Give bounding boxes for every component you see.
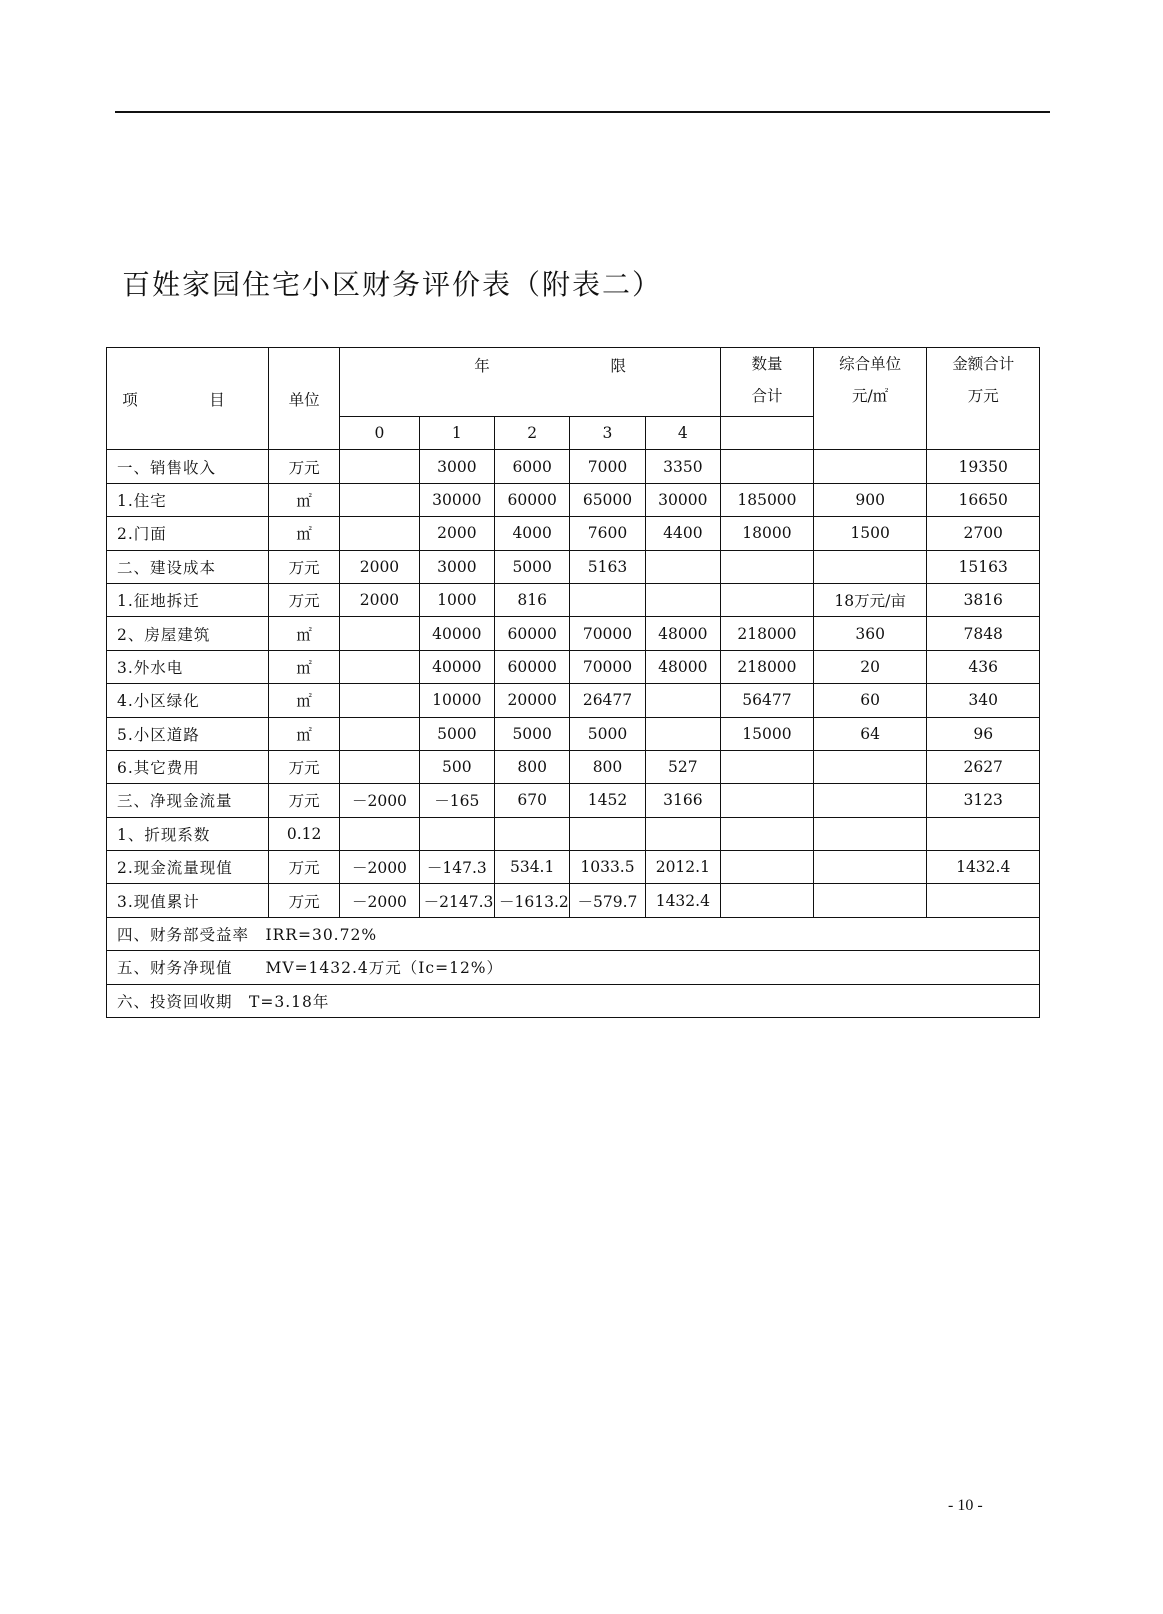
cell-y2: 534.1 xyxy=(495,851,570,884)
cell-amount: 15163 xyxy=(927,550,1040,583)
cell-y0: 2000 xyxy=(340,550,419,583)
cell-y4 xyxy=(645,550,720,583)
table-row xyxy=(107,851,1040,884)
cell-price xyxy=(813,884,927,917)
cell-y0 xyxy=(340,450,419,483)
cell-y3: 70000 xyxy=(570,650,645,683)
cell-item: 三、净现金流量 xyxy=(107,784,269,817)
header-unit: 单位 xyxy=(269,348,340,450)
summary-row xyxy=(107,984,1040,1017)
cell-y0 xyxy=(340,817,419,850)
header-rule xyxy=(115,111,1050,113)
cell-amount: 16650 xyxy=(927,483,1040,516)
cell-item: 1、折现系数 xyxy=(107,817,269,850)
cell-y4: 2012.1 xyxy=(645,851,720,884)
page-number: - 10 - xyxy=(948,1497,983,1514)
cell-y0 xyxy=(340,617,419,650)
table-row xyxy=(107,784,1040,817)
cell-amount: 19350 xyxy=(927,450,1040,483)
cell-y2: 670 xyxy=(495,784,570,817)
cell-item: 3.现值累计 xyxy=(107,884,269,917)
cell-price xyxy=(813,550,927,583)
cell-price: 900 xyxy=(813,483,927,516)
cell-unit: ㎡ xyxy=(269,517,340,550)
header-qty-blank xyxy=(721,417,814,450)
summary-row xyxy=(107,951,1040,984)
cell-y3: 7000 xyxy=(570,450,645,483)
header-amount: 金额合计 万元 xyxy=(927,348,1040,450)
cell-qty xyxy=(721,450,814,483)
cell-y0: －2000 xyxy=(340,851,419,884)
cell-y1: －2147.3 xyxy=(419,884,494,917)
table-row xyxy=(107,583,1040,616)
cell-y0 xyxy=(340,483,419,516)
cell-qty xyxy=(721,550,814,583)
header-price: 综合单位 元/㎡ xyxy=(813,348,927,450)
cell-y4: 48000 xyxy=(645,650,720,683)
cell-y3: 26477 xyxy=(570,684,645,717)
cell-unit: 万元 xyxy=(269,583,340,616)
cell-y1: 3000 xyxy=(419,550,494,583)
cell-qty xyxy=(721,817,814,850)
cell-y4: 527 xyxy=(645,750,720,783)
cell-unit: ㎡ xyxy=(269,684,340,717)
cell-price: 360 xyxy=(813,617,927,650)
cell-amount: 1432.4 xyxy=(927,851,1040,884)
cell-amount: 3123 xyxy=(927,784,1040,817)
header-row-1 xyxy=(107,348,1040,417)
cell-price: 60 xyxy=(813,684,927,717)
cell-price xyxy=(813,817,927,850)
cell-y2: 5000 xyxy=(495,717,570,750)
cell-qty xyxy=(721,583,814,616)
cell-y2: 60000 xyxy=(495,617,570,650)
cell-y0 xyxy=(340,750,419,783)
cell-y4: 30000 xyxy=(645,483,720,516)
cell-y1: －165 xyxy=(419,784,494,817)
cell-y0 xyxy=(340,517,419,550)
cell-amount xyxy=(927,884,1040,917)
cell-item: 6.其它费用 xyxy=(107,750,269,783)
cell-y1: 500 xyxy=(419,750,494,783)
financial-evaluation-table xyxy=(106,347,1040,1018)
header-year-1: 1 xyxy=(419,417,494,450)
cell-y2: 5000 xyxy=(495,550,570,583)
cell-y2: 60000 xyxy=(495,483,570,516)
cell-y1: 40000 xyxy=(419,617,494,650)
cell-y3: 65000 xyxy=(570,483,645,516)
cell-y2 xyxy=(495,817,570,850)
cell-qty: 218000 xyxy=(721,650,814,683)
cell-unit: 万元 xyxy=(269,750,340,783)
cell-amount: 96 xyxy=(927,717,1040,750)
cell-y4: 1432.4 xyxy=(645,884,720,917)
cell-item: 2、房屋建筑 xyxy=(107,617,269,650)
cell-item: 3.外水电 xyxy=(107,650,269,683)
cell-y1: 5000 xyxy=(419,717,494,750)
table-row xyxy=(107,717,1040,750)
table-row xyxy=(107,550,1040,583)
cell-amount: 2700 xyxy=(927,517,1040,550)
cell-y3: 70000 xyxy=(570,617,645,650)
cell-amount: 3816 xyxy=(927,583,1040,616)
table-row xyxy=(107,817,1040,850)
cell-y4: 4400 xyxy=(645,517,720,550)
header-year-3: 3 xyxy=(570,417,645,450)
table-row xyxy=(107,884,1040,917)
cell-price xyxy=(813,750,927,783)
page-title: 百姓家园住宅小区财务评价表（附表二） xyxy=(122,268,663,301)
header-year-0: 0 xyxy=(340,417,419,450)
cell-item: 2.门面 xyxy=(107,517,269,550)
cell-amount: 340 xyxy=(927,684,1040,717)
cell-qty xyxy=(721,884,814,917)
header-years-group xyxy=(340,348,721,417)
cell-y2: －1613.2 xyxy=(495,884,570,917)
cell-y2: 4000 xyxy=(495,517,570,550)
table-row xyxy=(107,750,1040,783)
cell-qty xyxy=(721,784,814,817)
table-row xyxy=(107,483,1040,516)
cell-price: 64 xyxy=(813,717,927,750)
header-year-right: 限 xyxy=(610,357,627,375)
table-row xyxy=(107,517,1040,550)
cell-y3: 800 xyxy=(570,750,645,783)
cell-item: 二、建设成本 xyxy=(107,550,269,583)
cell-item: 1.住宅 xyxy=(107,483,269,516)
cell-y2: 20000 xyxy=(495,684,570,717)
cell-qty: 218000 xyxy=(721,617,814,650)
cell-y4 xyxy=(645,817,720,850)
cell-price xyxy=(813,450,927,483)
cell-unit: ㎡ xyxy=(269,617,340,650)
summary-text: 六、投资回收期 T=3.18年 xyxy=(107,984,1040,1017)
cell-y2: 800 xyxy=(495,750,570,783)
cell-y1: 10000 xyxy=(419,684,494,717)
cell-amount xyxy=(927,817,1040,850)
cell-y3: －579.7 xyxy=(570,884,645,917)
table-row xyxy=(107,650,1040,683)
cell-y4 xyxy=(645,684,720,717)
table-row xyxy=(107,450,1040,483)
cell-y3: 1452 xyxy=(570,784,645,817)
cell-y3: 5163 xyxy=(570,550,645,583)
summary-text: 五、财务净现值 MV=1432.4万元（Ic=12%） xyxy=(107,951,1040,984)
cell-unit: ㎡ xyxy=(269,483,340,516)
cell-item: 1.征地拆迁 xyxy=(107,583,269,616)
header-qty: 数量 合计 xyxy=(721,348,814,417)
cell-qty: 18000 xyxy=(721,517,814,550)
cell-y1: 30000 xyxy=(419,483,494,516)
cell-item: 5.小区道路 xyxy=(107,717,269,750)
cell-unit: 万元 xyxy=(269,851,340,884)
cell-y2: 60000 xyxy=(495,650,570,683)
cell-price xyxy=(813,851,927,884)
cell-y1 xyxy=(419,817,494,850)
cell-unit: 万元 xyxy=(269,884,340,917)
cell-qty: 56477 xyxy=(721,684,814,717)
header-year-2: 2 xyxy=(495,417,570,450)
cell-unit: 万元 xyxy=(269,550,340,583)
cell-y0: 2000 xyxy=(340,583,419,616)
cell-y2: 6000 xyxy=(495,450,570,483)
cell-y3 xyxy=(570,817,645,850)
cell-price: 20 xyxy=(813,650,927,683)
cell-item: 4.小区绿化 xyxy=(107,684,269,717)
summary-text: 四、财务部受益率 IRR=30.72% xyxy=(107,917,1040,950)
header-item: 项 目 xyxy=(107,348,269,450)
cell-y0: －2000 xyxy=(340,784,419,817)
cell-amount: 2627 xyxy=(927,750,1040,783)
cell-amount: 7848 xyxy=(927,617,1040,650)
cell-y3: 7600 xyxy=(570,517,645,550)
summary-row xyxy=(107,917,1040,950)
cell-price xyxy=(813,784,927,817)
cell-y1: 3000 xyxy=(419,450,494,483)
cell-unit: 万元 xyxy=(269,450,340,483)
cell-y4: 3166 xyxy=(645,784,720,817)
table-row xyxy=(107,684,1040,717)
header-year-left: 年 xyxy=(474,357,490,375)
cell-item: 一、销售收入 xyxy=(107,450,269,483)
cell-y3 xyxy=(570,583,645,616)
cell-price: 1500 xyxy=(813,517,927,550)
cell-qty: 15000 xyxy=(721,717,814,750)
cell-unit: ㎡ xyxy=(269,650,340,683)
cell-unit: 0.12 xyxy=(269,817,340,850)
cell-y2: 816 xyxy=(495,583,570,616)
cell-y3: 5000 xyxy=(570,717,645,750)
cell-qty xyxy=(721,750,814,783)
cell-y0 xyxy=(340,650,419,683)
cell-unit: ㎡ xyxy=(269,717,340,750)
cell-y4 xyxy=(645,717,720,750)
cell-price: 18万元/亩 xyxy=(813,583,927,616)
cell-y1: 2000 xyxy=(419,517,494,550)
cell-y4 xyxy=(645,583,720,616)
header-year-4: 4 xyxy=(645,417,720,450)
cell-y1: 1000 xyxy=(419,583,494,616)
cell-qty xyxy=(721,851,814,884)
cell-item: 2.现金流量现值 xyxy=(107,851,269,884)
cell-y4: 48000 xyxy=(645,617,720,650)
cell-y0 xyxy=(340,717,419,750)
cell-y1: 40000 xyxy=(419,650,494,683)
cell-y3: 1033.5 xyxy=(570,851,645,884)
cell-amount: 436 xyxy=(927,650,1040,683)
cell-unit: 万元 xyxy=(269,784,340,817)
cell-y0 xyxy=(340,684,419,717)
table-row xyxy=(107,617,1040,650)
cell-y4: 3350 xyxy=(645,450,720,483)
cell-y0: －2000 xyxy=(340,884,419,917)
cell-y1: －147.3 xyxy=(419,851,494,884)
cell-qty: 185000 xyxy=(721,483,814,516)
